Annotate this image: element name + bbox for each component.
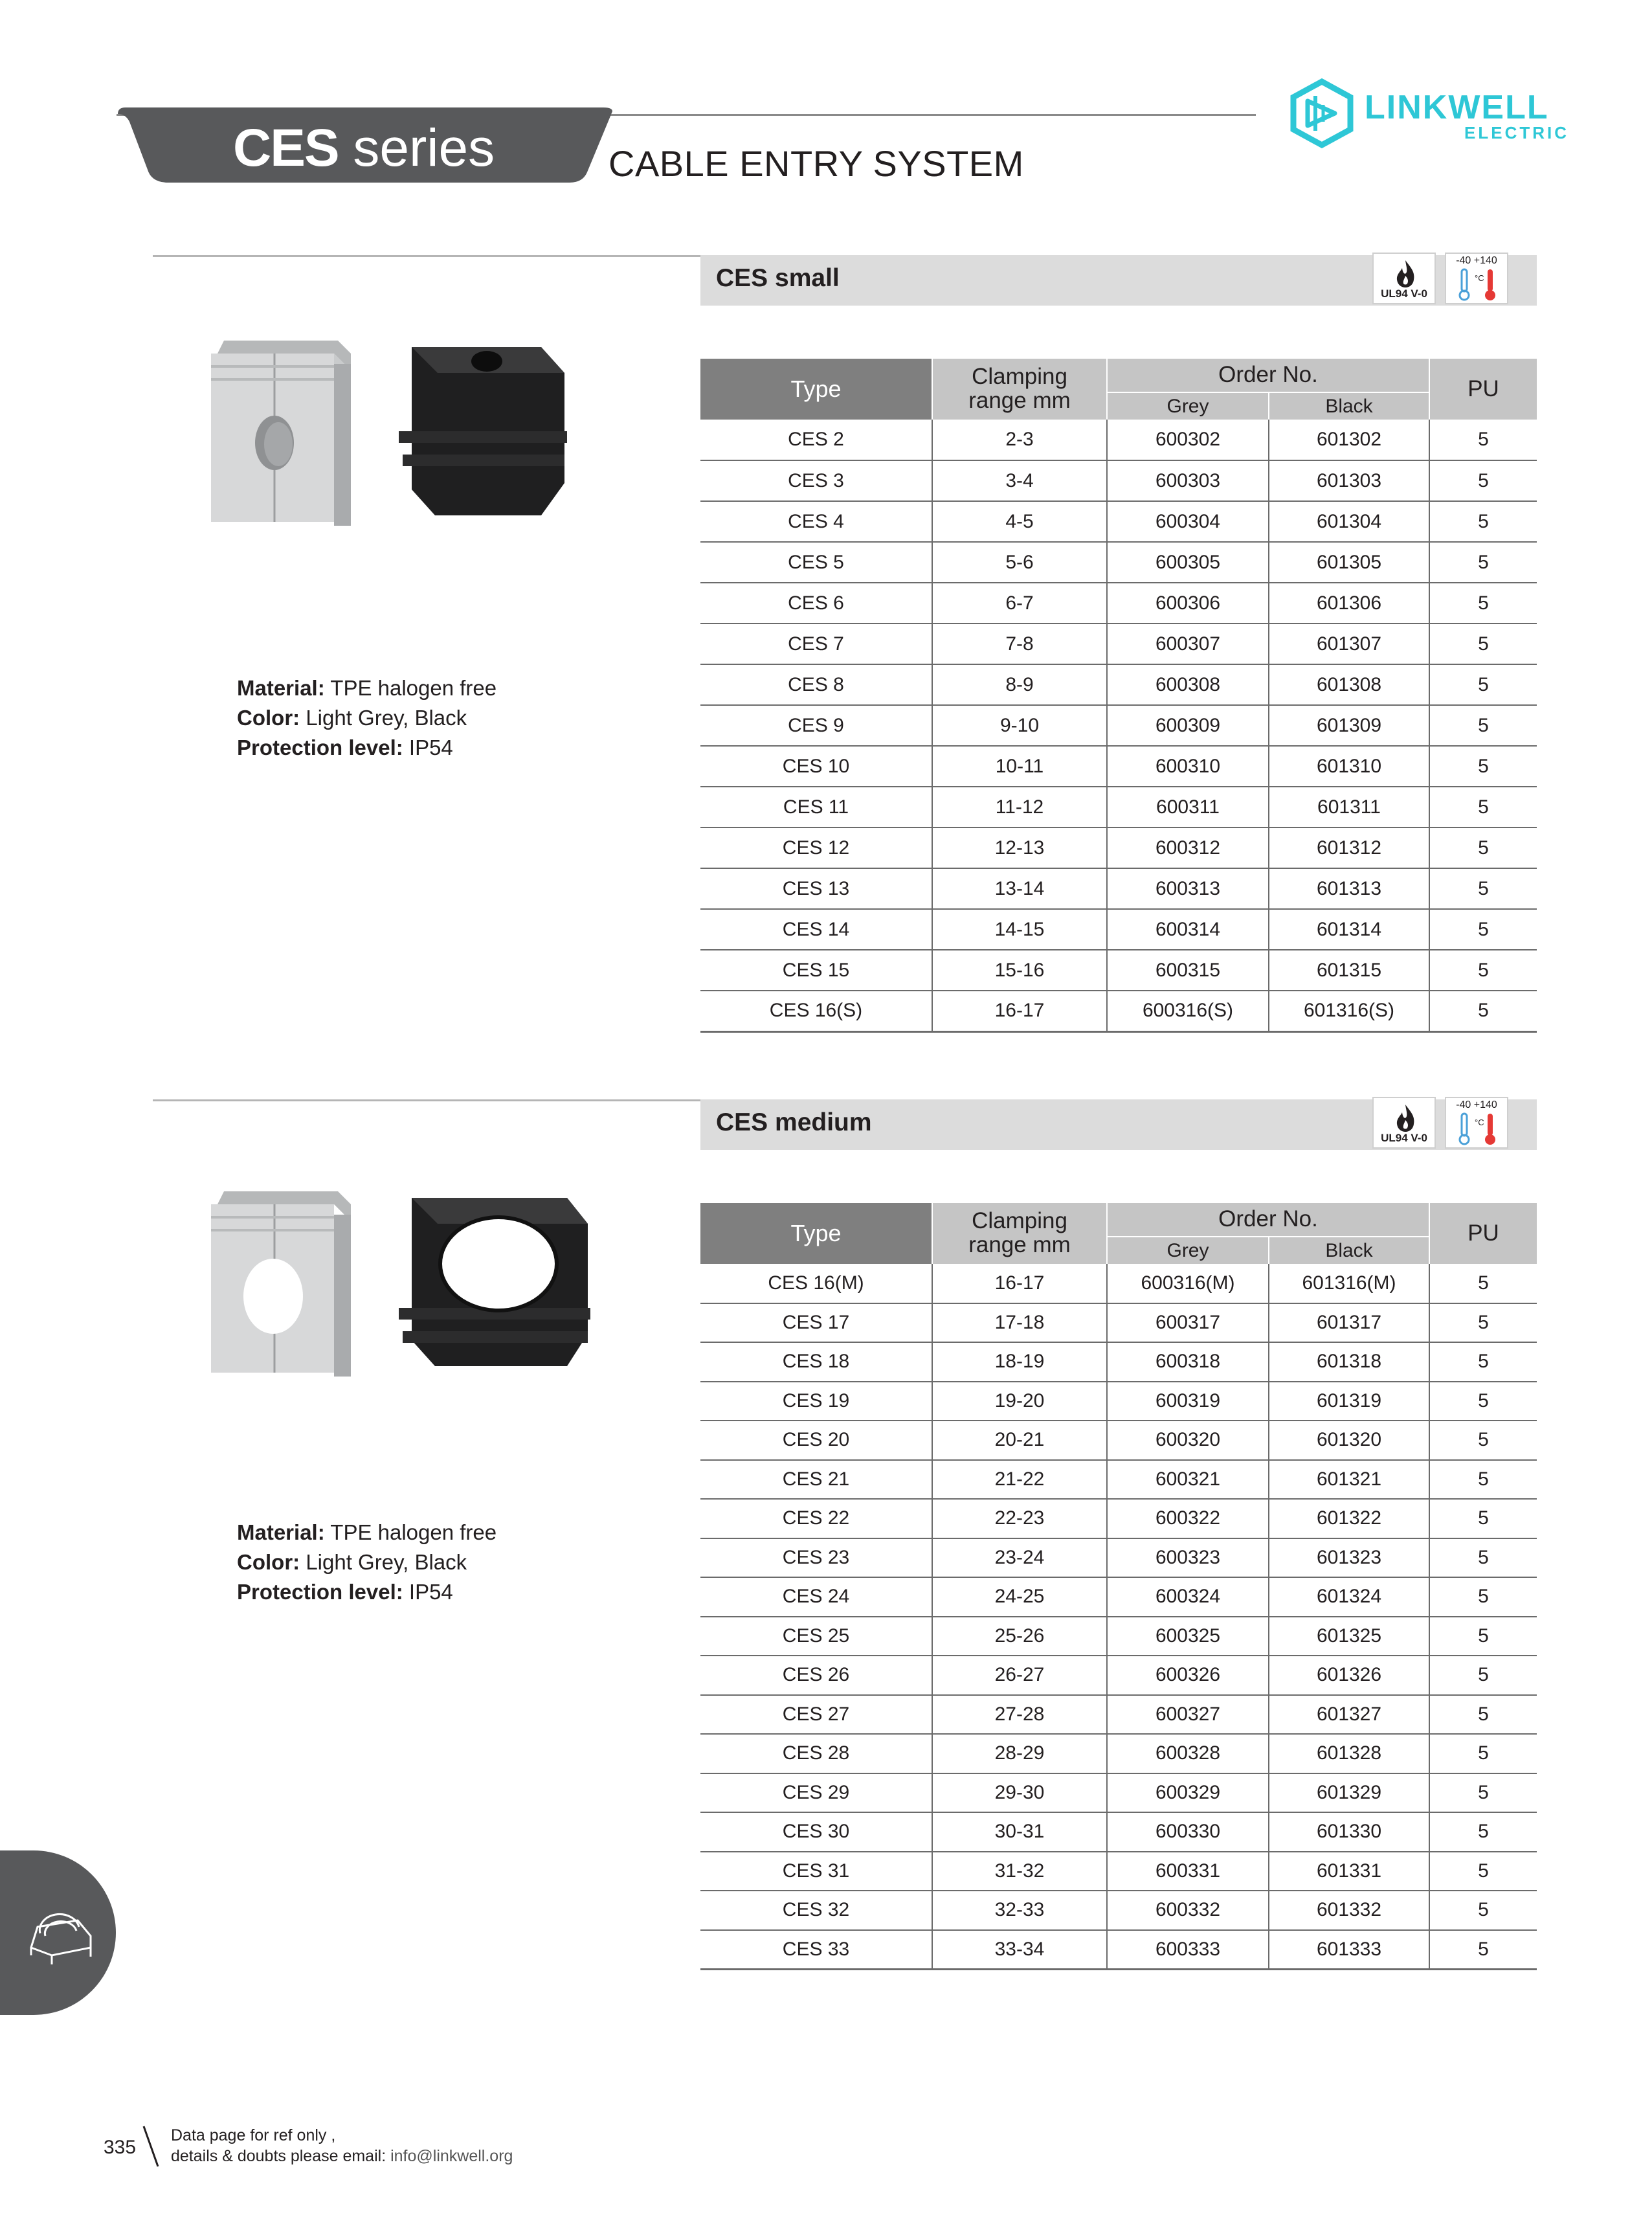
cell-grey: 600316(S) (1107, 991, 1269, 1031)
cell-pu: 5 (1429, 950, 1537, 991)
cell-range: 20-21 (932, 1421, 1107, 1460)
cell-pu: 5 (1429, 746, 1537, 787)
ul94-label: UL94 V-0 (1381, 287, 1427, 300)
table-row (700, 827, 1537, 868)
cell-pu: 5 (1429, 624, 1537, 664)
cell-grey: 600312 (1107, 827, 1269, 868)
table-row (700, 1734, 1537, 1773)
table-row (700, 950, 1537, 991)
column-header-grey: Grey (1107, 1237, 1269, 1264)
cell-black: 601309 (1269, 705, 1429, 746)
cell-grey: 600330 (1107, 1812, 1269, 1852)
table-row (700, 1303, 1537, 1343)
cell-type: CES 8 (700, 664, 932, 705)
cell-black: 601316(S) (1269, 991, 1429, 1031)
cell-grey: 600332 (1107, 1891, 1269, 1930)
cell-black: 601320 (1269, 1421, 1429, 1460)
table-row (700, 1538, 1537, 1578)
cell-pu: 5 (1429, 787, 1537, 827)
table-row (700, 909, 1537, 950)
cell-type: CES 26 (700, 1656, 932, 1695)
cell-pu: 5 (1429, 1891, 1537, 1930)
series-title: CES series (233, 118, 495, 177)
cell-type: CES 18 (700, 1342, 932, 1382)
table-row (700, 746, 1537, 787)
footer-line-1: Data page for ref only , (171, 2126, 336, 2144)
cell-type: CES 15 (700, 950, 932, 991)
cell-black: 601308 (1269, 664, 1429, 705)
cell-black: 601315 (1269, 950, 1429, 991)
cell-range: 31-32 (932, 1852, 1107, 1891)
cell-black: 601303 (1269, 460, 1429, 501)
cell-black: 601331 (1269, 1852, 1429, 1891)
cell-black: 601330 (1269, 1812, 1429, 1852)
column-header-black: Black (1269, 392, 1429, 420)
cell-type: CES 33 (700, 1930, 932, 1970)
cell-pu: 5 (1429, 827, 1537, 868)
cell-type: CES 27 (700, 1695, 932, 1735)
section-title-medium: CES medium (716, 1108, 872, 1136)
cell-pu: 5 (1429, 1303, 1537, 1343)
table-row (700, 664, 1537, 705)
cell-pu: 5 (1429, 460, 1537, 501)
cell-range: 22-23 (932, 1499, 1107, 1538)
section-title-small: CES small (716, 264, 840, 292)
cell-range: 8-9 (932, 664, 1107, 705)
table-row (700, 583, 1537, 624)
table-row (700, 1264, 1537, 1303)
cell-type: CES 30 (700, 1812, 932, 1852)
cell-grey: 600320 (1107, 1421, 1269, 1460)
footer-line-2: details & doubts please email: info@linkwell.org (171, 2147, 513, 2165)
cell-range: 7-8 (932, 624, 1107, 664)
cell-range: 27-28 (932, 1695, 1107, 1735)
cell-range: 16-17 (932, 1264, 1107, 1303)
spec-material: Material: TPE halogen free (237, 676, 497, 700)
temperature-range: -40 +140 (1456, 1099, 1497, 1110)
cell-black: 601314 (1269, 909, 1429, 950)
specs-medium (237, 1518, 497, 1607)
cell-pu: 5 (1429, 1460, 1537, 1500)
cell-range: 33-34 (932, 1930, 1107, 1970)
cell-type: CES 21 (700, 1460, 932, 1500)
cell-type: CES 2 (700, 420, 932, 460)
cell-pu: 5 (1429, 542, 1537, 583)
cell-pu: 5 (1429, 1577, 1537, 1617)
cell-grey: 600314 (1107, 909, 1269, 950)
ces-medium-table (700, 1203, 1537, 1970)
cell-type: CES 14 (700, 909, 932, 950)
cell-grey: 600315 (1107, 950, 1269, 991)
column-header-clamping: Clamping range mm (932, 359, 1107, 420)
cell-type: CES 28 (700, 1734, 932, 1773)
table-body (700, 420, 1537, 1031)
cell-grey: 600307 (1107, 624, 1269, 664)
table-row (700, 624, 1537, 664)
cell-range: 13-14 (932, 868, 1107, 909)
cell-type: CES 11 (700, 787, 932, 827)
cell-black: 601329 (1269, 1773, 1429, 1813)
cell-range: 29-30 (932, 1773, 1107, 1813)
table-row (700, 420, 1537, 460)
table-row (700, 868, 1537, 909)
temperature-badge (1445, 1097, 1508, 1149)
column-header-pu: PU (1429, 359, 1537, 420)
cell-range: 28-29 (932, 1734, 1107, 1773)
cell-type: CES 22 (700, 1499, 932, 1538)
cell-black: 601302 (1269, 420, 1429, 460)
cell-type: CES 32 (700, 1891, 932, 1930)
cell-grey: 600304 (1107, 501, 1269, 542)
cell-type: CES 17 (700, 1303, 932, 1343)
cell-type: CES 12 (700, 827, 932, 868)
cell-black: 601324 (1269, 1577, 1429, 1617)
brand-name: LINKWELL (1365, 89, 1549, 126)
cell-black: 601313 (1269, 868, 1429, 909)
cell-range: 19-20 (932, 1382, 1107, 1421)
cell-pu: 5 (1429, 1734, 1537, 1773)
table-row (700, 501, 1537, 542)
cell-range: 18-19 (932, 1342, 1107, 1382)
cell-type: CES 24 (700, 1577, 932, 1617)
cell-grey: 600322 (1107, 1499, 1269, 1538)
cell-range: 25-26 (932, 1617, 1107, 1656)
cell-black: 601322 (1269, 1499, 1429, 1538)
specs-small (237, 673, 497, 763)
page-number: 335 (104, 2137, 137, 2158)
table-row (700, 1695, 1537, 1735)
cell-type: CES 5 (700, 542, 932, 583)
cell-pu: 5 (1429, 909, 1537, 950)
page-divider (141, 2124, 161, 2169)
cell-black: 601305 (1269, 542, 1429, 583)
spec-protection: Protection level: IP54 (237, 736, 453, 759)
table-body (700, 1264, 1537, 1969)
cell-type: CES 20 (700, 1421, 932, 1460)
cell-black: 601312 (1269, 827, 1429, 868)
table-row (700, 1499, 1537, 1538)
cell-grey: 600328 (1107, 1734, 1269, 1773)
cell-range: 4-5 (932, 501, 1107, 542)
cell-grey: 600325 (1107, 1617, 1269, 1656)
cell-range: 24-25 (932, 1577, 1107, 1617)
cell-pu: 5 (1429, 991, 1537, 1031)
spec-color: Color: Light Grey, Black (237, 1550, 467, 1574)
cell-grey: 600313 (1107, 868, 1269, 909)
cell-black: 601319 (1269, 1382, 1429, 1421)
cell-black: 601311 (1269, 787, 1429, 827)
cell-grey: 600321 (1107, 1460, 1269, 1500)
table-row (700, 787, 1537, 827)
table-row (700, 1460, 1537, 1500)
table-row (700, 1656, 1537, 1695)
column-header-type: Type (700, 1203, 932, 1264)
cell-black: 601307 (1269, 624, 1429, 664)
table-row (700, 1577, 1537, 1617)
temperature-unit: °C (1475, 273, 1484, 283)
cell-grey: 600324 (1107, 1577, 1269, 1617)
cell-pu: 5 (1429, 664, 1537, 705)
cell-type: CES 16(M) (700, 1264, 932, 1303)
cell-grey: 600311 (1107, 787, 1269, 827)
cell-black: 601325 (1269, 1617, 1429, 1656)
table-row (700, 460, 1537, 501)
cell-range: 10-11 (932, 746, 1107, 787)
table-row (700, 1773, 1537, 1813)
cell-pu: 5 (1429, 1656, 1537, 1695)
cell-range: 21-22 (932, 1460, 1107, 1500)
cell-grey: 600323 (1107, 1538, 1269, 1578)
footer-email-link[interactable]: info@linkwell.org (390, 2147, 513, 2165)
column-header-black: Black (1269, 1237, 1429, 1264)
column-header-pu: PU (1429, 1203, 1537, 1264)
cell-pu: 5 (1429, 1617, 1537, 1656)
cell-black: 601316(M) (1269, 1264, 1429, 1303)
cell-grey: 600331 (1107, 1852, 1269, 1891)
spec-protection: Protection level: IP54 (237, 1580, 453, 1604)
cell-range: 30-31 (932, 1812, 1107, 1852)
spec-material: Material: TPE halogen free (237, 1520, 497, 1544)
cell-black: 601323 (1269, 1538, 1429, 1578)
temperature-badge (1445, 253, 1508, 304)
cell-pu: 5 (1429, 1382, 1537, 1421)
cell-pu: 5 (1429, 1421, 1537, 1460)
cell-pu: 5 (1429, 1930, 1537, 1970)
cell-range: 17-18 (932, 1303, 1107, 1343)
cell-type: CES 31 (700, 1852, 932, 1891)
cell-grey: 600333 (1107, 1930, 1269, 1970)
cell-pu: 5 (1429, 1342, 1537, 1382)
cell-black: 601318 (1269, 1342, 1429, 1382)
cell-range: 15-16 (932, 950, 1107, 991)
cell-range: 6-7 (932, 583, 1107, 624)
ul94-badge (1372, 1097, 1436, 1149)
cell-range: 12-13 (932, 827, 1107, 868)
cell-type: CES 6 (700, 583, 932, 624)
cell-grey: 600316(M) (1107, 1264, 1269, 1303)
cell-pu: 5 (1429, 705, 1537, 746)
cell-pu: 5 (1429, 583, 1537, 624)
column-header-order-no: Order No. (1107, 1203, 1429, 1237)
cell-grey: 600306 (1107, 583, 1269, 624)
column-header-order-no: Order No. (1107, 359, 1429, 392)
cell-type: CES 29 (700, 1773, 932, 1813)
cell-range: 14-15 (932, 909, 1107, 950)
cell-pu: 5 (1429, 420, 1537, 460)
table-row (700, 1617, 1537, 1656)
column-header-type: Type (700, 359, 932, 420)
cell-pu: 5 (1429, 1264, 1537, 1303)
table-row (700, 1891, 1537, 1930)
ces-small-product-photo (192, 328, 580, 541)
cell-range: 26-27 (932, 1656, 1107, 1695)
cell-black: 601333 (1269, 1930, 1429, 1970)
cell-grey: 600318 (1107, 1342, 1269, 1382)
cell-black: 601327 (1269, 1695, 1429, 1735)
cell-type: CES 3 (700, 460, 932, 501)
cell-pu: 5 (1429, 1852, 1537, 1891)
cell-black: 601317 (1269, 1303, 1429, 1343)
cell-black: 601310 (1269, 746, 1429, 787)
cell-type: CES 19 (700, 1382, 932, 1421)
column-header-grey: Grey (1107, 392, 1269, 420)
cell-grey: 600310 (1107, 746, 1269, 787)
cell-range: 16-17 (932, 991, 1107, 1031)
cell-range: 9-10 (932, 705, 1107, 746)
cell-type: CES 16(S) (700, 991, 932, 1031)
cell-pu: 5 (1429, 1499, 1537, 1538)
cell-grey: 600305 (1107, 542, 1269, 583)
temperature-range: -40 +140 (1456, 255, 1497, 266)
cell-black: 601328 (1269, 1734, 1429, 1773)
ul94-label: UL94 V-0 (1381, 1132, 1427, 1144)
table-row (700, 1382, 1537, 1421)
spec-color: Color: Light Grey, Black (237, 706, 467, 730)
cell-type: CES 9 (700, 705, 932, 746)
cell-grey: 600302 (1107, 420, 1269, 460)
footer-note (171, 2125, 513, 2166)
table-row (700, 1852, 1537, 1891)
cell-pu: 5 (1429, 1773, 1537, 1813)
table-row (700, 705, 1537, 746)
cable-clamp-icon (0, 1850, 117, 2015)
cell-range: 11-12 (932, 787, 1107, 827)
cell-type: CES 10 (700, 746, 932, 787)
cell-black: 601332 (1269, 1891, 1429, 1930)
cell-black: 601321 (1269, 1460, 1429, 1500)
brand-subtitle: ELECTRIC (1464, 123, 1569, 142)
cell-grey: 600329 (1107, 1773, 1269, 1813)
cell-pu: 5 (1429, 501, 1537, 542)
temperature-unit: °C (1475, 1118, 1484, 1127)
cell-grey: 600309 (1107, 705, 1269, 746)
cell-grey: 600326 (1107, 1656, 1269, 1695)
table-row (700, 1930, 1537, 1970)
cell-range: 2-3 (932, 420, 1107, 460)
cell-pu: 5 (1429, 1538, 1537, 1578)
cell-type: CES 25 (700, 1617, 932, 1656)
cell-black: 601306 (1269, 583, 1429, 624)
cell-grey: 600327 (1107, 1695, 1269, 1735)
ces-small-table (700, 359, 1537, 1033)
cell-grey: 600319 (1107, 1382, 1269, 1421)
ul94-badge (1372, 253, 1436, 304)
cell-black: 601304 (1269, 501, 1429, 542)
table-row (700, 1342, 1537, 1382)
cell-type: CES 4 (700, 501, 932, 542)
cell-range: 23-24 (932, 1538, 1107, 1578)
section-title: CABLE ENTRY SYSTEM (608, 143, 1024, 184)
cell-type: CES 23 (700, 1538, 932, 1578)
table-row (700, 1812, 1537, 1852)
cell-pu: 5 (1429, 1695, 1537, 1735)
cell-grey: 600303 (1107, 460, 1269, 501)
cell-pu: 5 (1429, 1812, 1537, 1852)
cell-pu: 5 (1429, 868, 1537, 909)
cell-range: 3-4 (932, 460, 1107, 501)
table-row (700, 1421, 1537, 1460)
cell-type: CES 7 (700, 624, 932, 664)
cell-grey: 600308 (1107, 664, 1269, 705)
table-row (700, 542, 1537, 583)
cell-type: CES 13 (700, 868, 932, 909)
ces-medium-product-photo (192, 1178, 606, 1392)
cell-range: 32-33 (932, 1891, 1107, 1930)
cell-grey: 600317 (1107, 1303, 1269, 1343)
cell-black: 601326 (1269, 1656, 1429, 1695)
table-row (700, 991, 1537, 1031)
column-header-clamping: Clamping range mm (932, 1203, 1107, 1264)
cell-range: 5-6 (932, 542, 1107, 583)
